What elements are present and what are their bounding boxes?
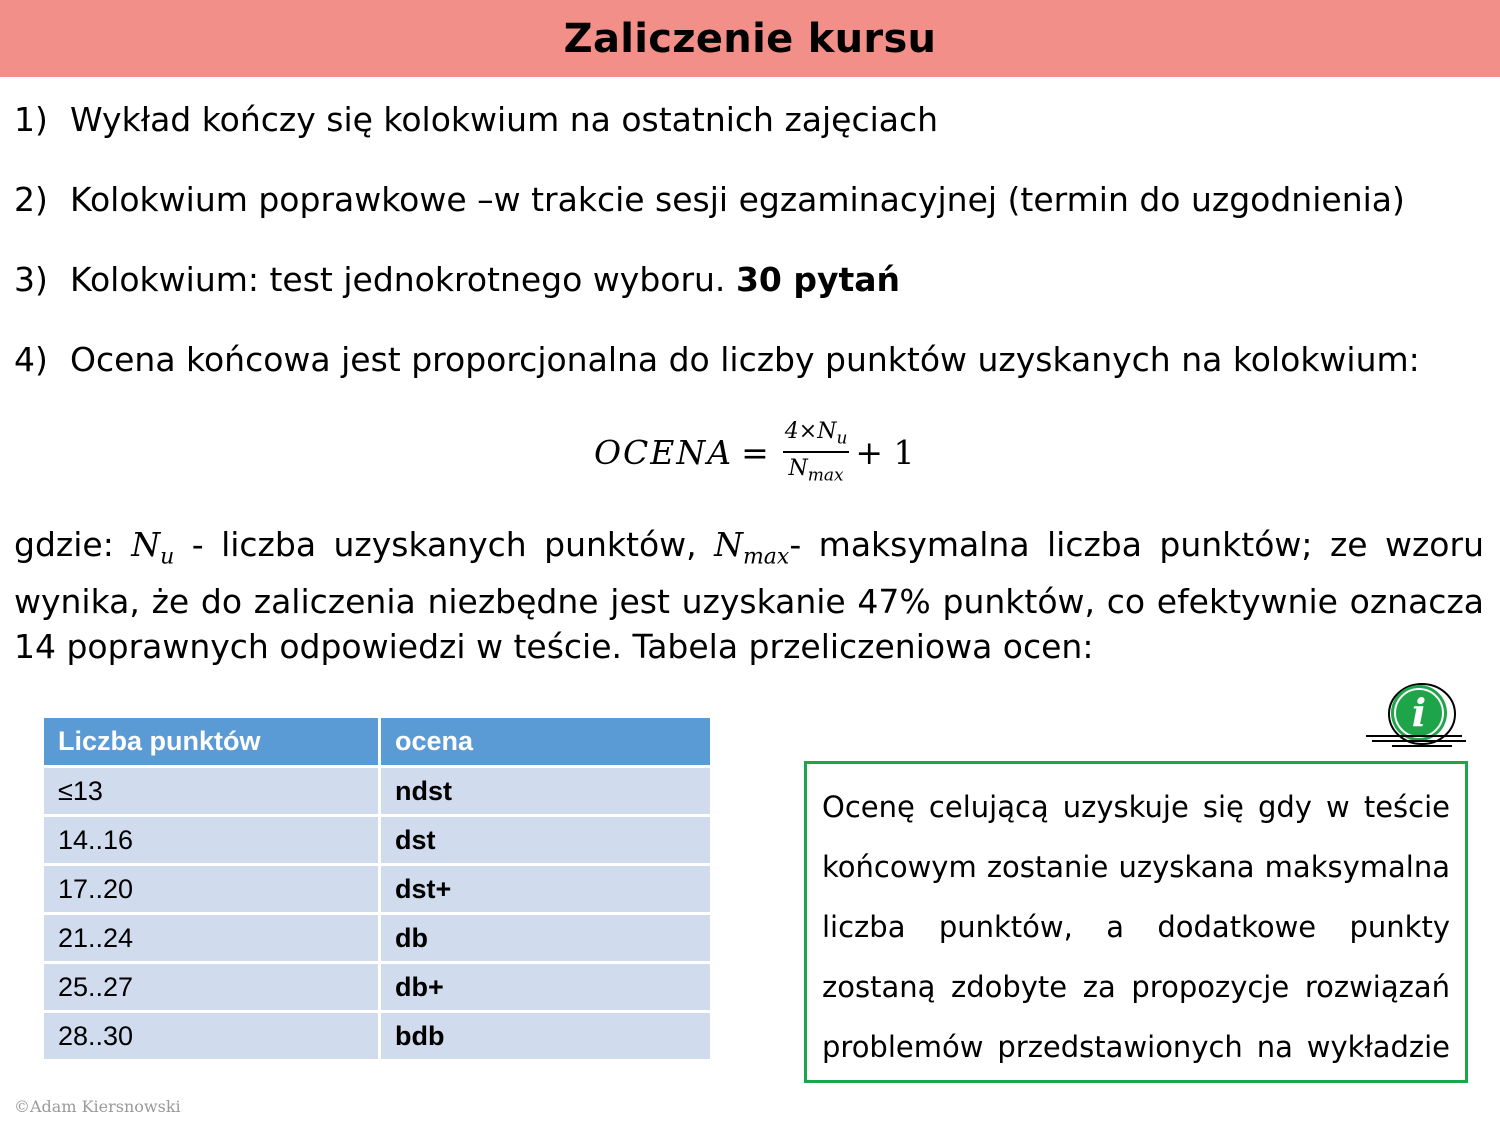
title-bar	[0, 0, 1500, 77]
denominator-subscript: max	[807, 465, 844, 486]
points-cell: 14..16	[43, 816, 380, 865]
item-number: 2)	[14, 180, 48, 219]
formula-numerator	[783, 419, 850, 453]
table-row	[43, 1012, 712, 1061]
var-nu	[131, 525, 175, 570]
grade-cell: dst	[380, 816, 712, 865]
formula-lhs: OCENA	[594, 432, 734, 472]
points-cell: 25..27	[43, 963, 380, 1012]
table-row	[43, 963, 712, 1012]
var-nmax	[714, 525, 790, 570]
list-item	[14, 180, 1405, 220]
paragraph-lead: gdzie:	[14, 525, 114, 564]
info-box: Ocenę celującą uzyskuje się gdy w teście końcowym zostanie uzyskana maksymalna liczba punktów, a dodatkowe punkty zostaną zdobyte za propozycje rozwiązań problemów przedstawionych na wykładzie	[804, 761, 1468, 1083]
formula-rhs: + 1	[855, 432, 915, 472]
grade-cell: dst+	[380, 865, 712, 914]
table-header-row	[43, 717, 712, 767]
item-text: Kolokwium poprawkowe –w trakcie sesji egzaminacyjnej (termin do uzgodnienia)	[70, 180, 1405, 219]
table-row	[43, 914, 712, 963]
grade-cell: ndst	[380, 767, 712, 816]
points-cell: 21..24	[43, 914, 380, 963]
grade-cell: db+	[380, 963, 712, 1012]
header-points: Liczba punktów	[43, 717, 380, 767]
list-item	[14, 260, 900, 300]
grade-formula	[594, 414, 915, 490]
var-nmax-sub: max	[742, 544, 790, 570]
item-number: 4)	[14, 340, 48, 379]
grades-table	[41, 715, 713, 1062]
formula-denominator	[789, 453, 844, 485]
points-cell: 28..30	[43, 1012, 380, 1061]
item-bold-text: 30 pytań	[735, 260, 901, 299]
var-nu-base: N	[131, 525, 161, 564]
denominator-text: N	[788, 456, 808, 481]
var-nu-sub: u	[160, 544, 175, 570]
grade-cell: bdb	[380, 1012, 712, 1061]
paragraph-part1: - liczba uzyskanych punktów,	[191, 525, 697, 564]
info-icon	[1362, 680, 1468, 752]
formula-fraction	[783, 419, 850, 486]
table-row	[43, 816, 712, 865]
table-row	[43, 865, 712, 914]
list-item	[14, 340, 1420, 380]
grade-cell: db	[380, 914, 712, 963]
copyright: ©Adam Kiersnowski	[14, 1097, 181, 1116]
numerator-text: 4×N	[784, 418, 837, 444]
list-item	[14, 100, 938, 140]
table-row	[43, 767, 712, 816]
formula-equals: =	[741, 432, 769, 472]
points-cell: ≤13	[43, 767, 380, 816]
numerator-subscript: u	[836, 428, 848, 448]
paragraph-part2: - maksymalna liczba punktów; ze wzoru wynika, że do zaliczenia niezbędne jest uzyskanie 47% punktów, co efektywnie oznacza 14 poprawnych odpowiedzi w teście. Tabela przeliczeniowa ocen:	[14, 525, 1484, 666]
points-cell: 17..20	[43, 865, 380, 914]
header-grade: ocena	[380, 717, 712, 767]
page-title: Zaliczenie kursu	[563, 15, 937, 62]
item-number: 3)	[14, 260, 48, 299]
item-number: 1)	[14, 100, 48, 139]
explanation-paragraph	[14, 523, 1484, 669]
item-text: Ocena końcowa jest proporcjonalna do liczby punktów uzyskanych na kolokwium:	[70, 340, 1420, 379]
info-icon-letter: i	[1411, 690, 1427, 735]
item-text: Kolokwium: test jednokrotnego wyboru.	[70, 260, 726, 299]
item-text: Wykład kończy się kolokwium na ostatnich zajęciach	[70, 100, 939, 139]
var-nmax-base: N	[714, 525, 743, 564]
